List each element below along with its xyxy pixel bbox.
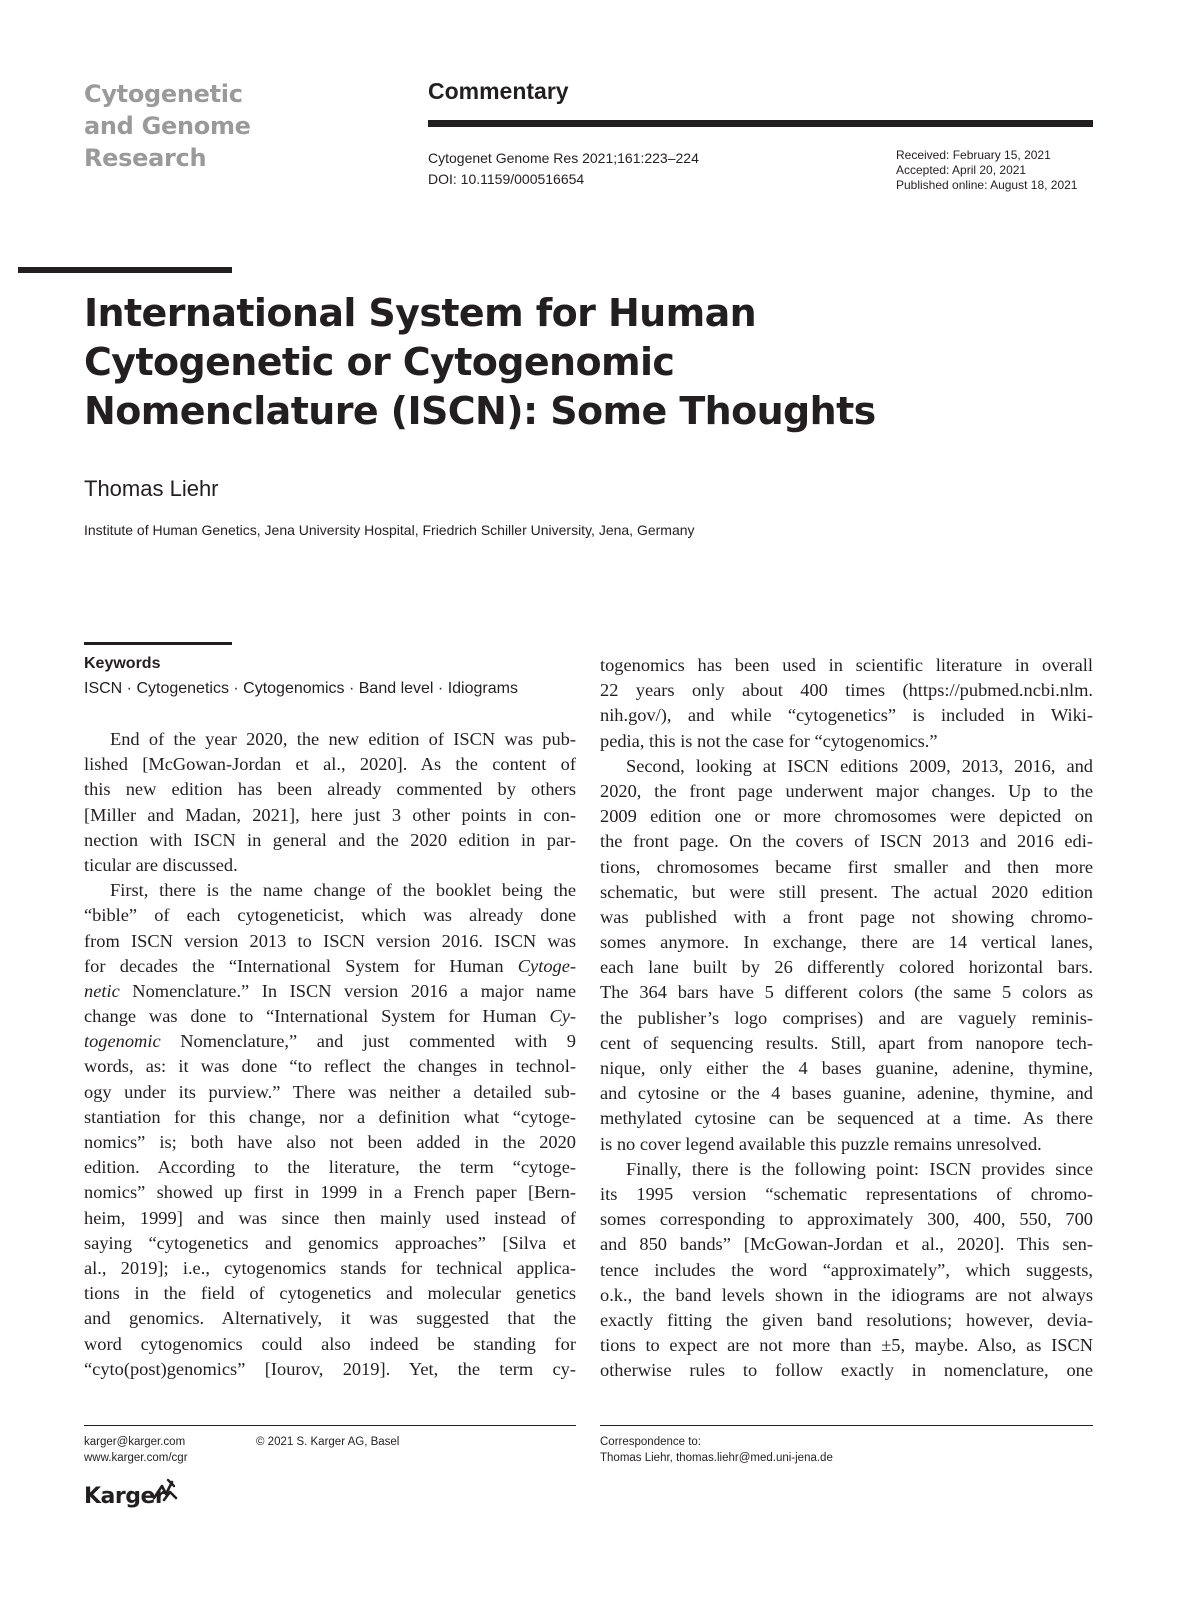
body-text-line: nection with ISCN in general and the 2020 edition in par-	[84, 829, 576, 850]
correspondence-contact[interactable]: Thomas Liehr, thomas.liehr@med.uni-jena.de	[600, 1452, 833, 1464]
footer-rule-left	[84, 1425, 576, 1426]
author-name: Thomas Liehr	[84, 476, 219, 501]
body-text-line: togenomics has been used in scientific literature in overall	[600, 655, 1093, 675]
body-text-line: togenomic Nomenclature,” and just commented with 9	[84, 1031, 576, 1052]
body-text-line: words, as: it was done “to reflect the changes in technol-	[84, 1056, 576, 1077]
body-text-line: ticular are discussed.	[84, 854, 238, 875]
body-text-line: tence includes the word “approximately”, which suggests,	[600, 1259, 1093, 1280]
body-text-line: somes anymore. In exchange, there are 14 vertical lanes,	[600, 932, 1093, 953]
journal-name-line-3: Research	[84, 144, 207, 172]
body-text-line: edition. According to the literature, the term “cytoge-	[84, 1157, 576, 1178]
body-text-line: ogy under its purview.” There was neither a detailed sub-	[84, 1081, 576, 1102]
body-text-line: and 850 bands” [McGowan-Jordan et al., 2020]. This sen-	[600, 1234, 1093, 1255]
body-text-line: tions to expect are not more than ±5, maybe. Also, as ISCN	[600, 1335, 1093, 1356]
body-text-line: nomics” is; both have also not been added in the 2020	[84, 1132, 576, 1152]
title-line-1: International System for Human	[84, 291, 757, 335]
body-text-line: tions in the field of cytogenetics and molecular genetics	[84, 1283, 576, 1304]
body-text-line: netic Nomenclature.” In ISCN version 2016 a major name	[84, 980, 576, 1001]
body-text-line: pedia, this is not the case for “cytogenomics.”	[600, 730, 938, 751]
body-column-right	[600, 653, 1093, 1383]
body-text-line: from ISCN version 2013 to ISCN version 2016. ISCN was	[84, 930, 576, 951]
publisher-website[interactable]: www.karger.com/cgr	[84, 1452, 188, 1464]
keywords-rule	[84, 642, 232, 645]
body-text-line: tions, chromosomes became first smaller and then more	[600, 856, 1093, 877]
header-rule	[428, 120, 1093, 127]
body-text-line: stantiation for this change, nor a definition what “cytoge-	[84, 1106, 576, 1127]
body-text-line: change was done to “International System for Human Cy-	[84, 1006, 576, 1027]
publisher-contact	[84, 1434, 188, 1466]
body-text-line: exactly fitting the given band resolutions; however, devia-	[600, 1309, 1093, 1330]
date-accepted: Accepted: April 20, 2021	[896, 163, 1027, 177]
body-text-line: lished [McGowan-Jordan et al., 2020]. As the content of	[84, 754, 576, 775]
body-text-line: “bible” of each cytogeneticist, which was already done	[84, 905, 576, 926]
body-text-line: The 364 bars have 5 different colors (the same 5 colors as	[600, 982, 1093, 1003]
publisher-logo: Karger	[84, 1484, 166, 1509]
body-text-line: al., 2019]; i.e., cytogenomics stands for technical applica-	[84, 1257, 576, 1278]
body-text-line: its 1995 version “schematic representations of chromo-	[600, 1183, 1093, 1204]
body-text-line: 22 years only about 400 times (https://pubmed.ncbi.nlm.	[600, 680, 1093, 701]
article-title	[84, 289, 984, 436]
correspondence-block	[600, 1434, 833, 1466]
correspondence-label: Correspondence to:	[600, 1436, 702, 1448]
body-text-line: heim, 1999] and was since then mainly used instead of	[84, 1207, 576, 1228]
author-affiliation: Institute of Human Genetics, Jena University Hospital, Friedrich Schiller University, Jena, Germany	[84, 522, 695, 538]
journal-name-line-2: and Genome	[84, 112, 251, 140]
body-text-line: End of the year 2020, the new edition of ISCN was pub-	[110, 729, 576, 749]
body-text-line: is no cover legend available this puzzle remains unresolved.	[600, 1133, 1042, 1154]
date-published: Published online: August 18, 2021	[896, 178, 1078, 192]
body-text-line: Second, looking at ISCN editions 2009, 2013, 2016, and	[626, 755, 1093, 776]
journal-logo	[84, 78, 304, 174]
body-text-line: and cytosine or the 4 bases guanine, adenine, thymine, and	[600, 1083, 1093, 1104]
title-line-3: Nomenclature (ISCN): Some Thoughts	[84, 389, 876, 433]
keywords-list: ISCN · Cytogenetics · Cytogenomics · Band level · Idiograms	[84, 680, 518, 697]
body-text-line: somes corresponding to approximately 300, 400, 550, 700	[600, 1209, 1093, 1230]
article-type: Commentary	[428, 78, 569, 104]
body-text-line: for decades the “International System for Human Cytoge-	[84, 955, 576, 976]
body-text-line: the publisher’s logo comprises) and are vaguely reminis-	[600, 1007, 1093, 1028]
body-column-left	[84, 727, 576, 1382]
body-text-line: schematic, but were still present. The actual 2020 edition	[600, 881, 1093, 902]
body-text-line: the front page. On the covers of ISCN 2013 and 2016 edi-	[600, 831, 1093, 852]
body-text-line: First, there is the name change of the booklet being the	[110, 880, 576, 901]
body-text-line: Finally, there is the following point: ISCN provides since	[626, 1158, 1093, 1179]
citation-doi[interactable]: DOI: 10.1159/000516654	[428, 171, 585, 187]
publisher-logo-mark-icon	[150, 1476, 182, 1506]
keywords-heading: Keywords	[84, 655, 161, 672]
publisher-email[interactable]: karger@karger.com	[84, 1436, 186, 1448]
body-text-line: “cyto(post)genomics” [Iourov, 2019]. Yet, the term cy-	[84, 1358, 576, 1379]
body-text-line: nomics” showed up first in 1999 in a French paper [Bern-	[84, 1182, 576, 1203]
body-text-line: this new edition has been already commented by others	[84, 779, 576, 800]
body-text-line: methylated cytosine can be sequenced at a time. As there	[600, 1108, 1093, 1129]
body-text-line: nih.gov/), and while “cytogenetics” is included in Wiki-	[600, 705, 1093, 726]
body-text-line: 2020, the front page underwent major changes. Up to the	[600, 780, 1093, 801]
body-text-line: saying “cytogenetics and genomics approaches” [Silva et	[84, 1232, 576, 1253]
title-rule	[18, 267, 232, 273]
article-dates	[896, 148, 1077, 193]
journal-name-line-1: Cytogenetic	[84, 80, 243, 108]
body-text-line: 2009 edition one or more chromosomes were depicted on	[600, 806, 1093, 827]
body-text-line: word cytogenomics could also indeed be standing for	[84, 1333, 576, 1354]
title-line-2: Cytogenetic or Cytogenomic	[84, 340, 675, 384]
body-text-line: cent of sequencing results. Still, apart from nanopore tech-	[600, 1032, 1093, 1053]
body-text-line: [Miller and Madan, 2021], here just 3 other points in con-	[84, 804, 576, 825]
body-text-line: and genomics. Alternatively, it was suggested that the	[84, 1308, 576, 1329]
body-text-line: nique, only either the 4 bases guanine, adenine, thymine,	[600, 1058, 1093, 1078]
citation-block	[428, 148, 699, 190]
copyright-notice: © 2021 S. Karger AG, Basel	[256, 1436, 400, 1448]
citation-reference: Cytogenet Genome Res 2021;161:223–224	[428, 150, 699, 166]
body-text-line: otherwise rules to follow exactly in nomenclature, one	[600, 1360, 1093, 1381]
body-text-line: was published with a front page not showing chromo-	[600, 906, 1093, 927]
footer-rule-right	[600, 1425, 1093, 1426]
date-received: Received: February 15, 2021	[896, 148, 1051, 162]
body-text-line: o.k., the band levels shown in the idiograms are not always	[600, 1284, 1093, 1305]
body-text-line: each lane built by 26 differently colored horizontal bars.	[600, 957, 1093, 978]
